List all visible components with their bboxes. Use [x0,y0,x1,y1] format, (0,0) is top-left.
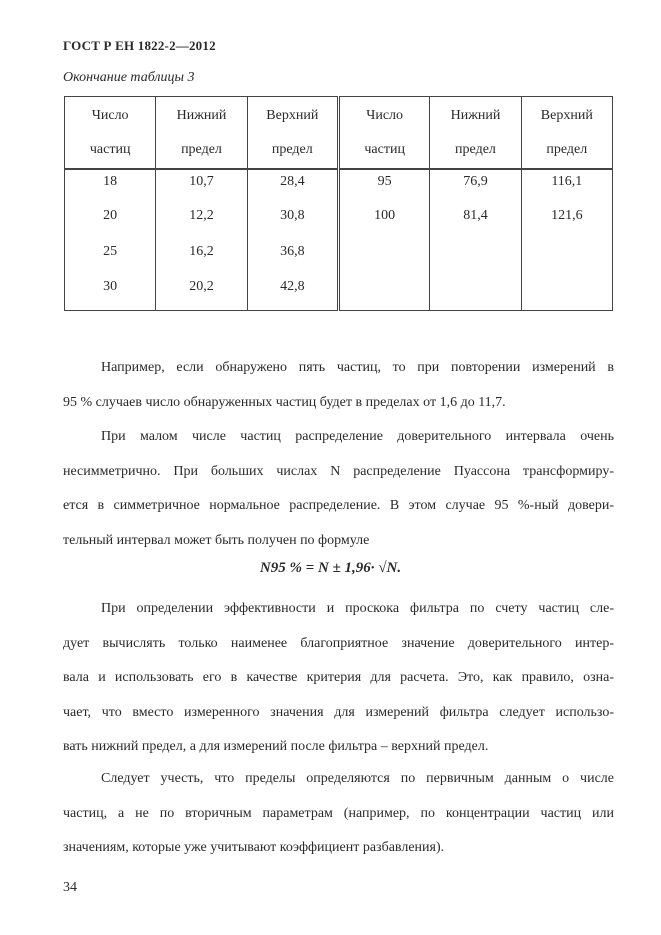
table-cell: 18 [65,169,156,205]
table-cell [430,240,521,276]
table-cell: 76,9 [430,169,521,205]
paragraph-filter-efficiency [63,592,614,765]
header-cell: предел [430,133,521,169]
table-caption: Окончание таблицы 3 [63,70,195,85]
text-line: несимметрично. При больших числах N распределение Пуассона трансформиру- [63,463,614,479]
header-cell: Верхний [540,107,593,123]
table-3 [64,96,613,311]
text-line: дует вычислять только наименее благоприятное значение доверительного интер- [63,635,614,651]
table-cell [521,275,612,311]
table-cell [521,240,612,276]
table-row [65,169,613,205]
table-cell: 30,8 [247,204,338,240]
header-cell: Число [65,97,156,133]
text-line: вать нижний предел, а для измерений после фильтра – верхний предел. [63,739,489,754]
text-line: При определении эффективности и проскока фильтра по счету частиц сле- [101,601,614,616]
text-line: значениям, которые уже учитывают коэффициент разбавления). [63,840,445,855]
header-cell: частиц [338,133,429,169]
text-line: вала и использовать его в качестве критерия для расчета. Это, как правило, озна- [63,670,614,685]
page-number: 34 [63,880,77,895]
text-line: Например, если обнаружено пять частиц, то при повторении измерений в [101,360,614,375]
table-row [65,204,613,240]
paragraph-distribution [63,420,614,558]
table-header-row [65,97,613,133]
table-cell: 36,8 [247,240,338,276]
table-cell: 28,4 [247,169,338,205]
table-cell: 95 [338,169,429,205]
table-cell [430,275,521,311]
header-cell: предел [247,133,338,169]
table-header-row [65,133,613,169]
formula-text: N95 % = N ± 1,96· √N. [259,560,402,576]
paragraph-limits [63,762,614,866]
text-line: частиц, а не по вторичным параметрам (например, по концентрации частиц или [63,805,614,821]
header-cell: предел [521,133,612,169]
table-cell: 20,2 [156,275,247,311]
table-cell [338,275,429,311]
table-cell: 12,2 [156,204,247,240]
table-cell: 100 [338,204,429,240]
table-cell: 16,2 [156,240,247,276]
table-cell: 10,7 [156,169,247,205]
header-cell: Верхний [247,97,338,133]
table-cell: 81,4 [430,204,521,240]
header-cell: частиц [65,133,156,169]
paragraph-example [63,351,614,420]
formula [0,560,661,577]
text-line: Следует учесть, что пределы определяются по первичным данным о числе [101,771,614,786]
table-cell: 42,8 [247,275,338,311]
text-line: При малом числе частиц распределение доверительного интервала очень [101,429,614,444]
table-cell: 20 [65,204,156,240]
text-line: тельный интервал может быть получен по формуле [63,532,370,548]
text-line: 95 % случаев число обнаруженных частиц будет в пределах от 1,6 до 11,7. [63,394,506,410]
header-cell: Нижний [156,97,247,133]
text-line: ется в симметричное нормальное распределение. В этом случае 95 %-ный довери- [63,498,614,513]
table-cell: 30 [65,275,156,311]
table-cell [338,240,429,276]
document-header: ГОСТ Р ЕН 1822-2—2012 [63,38,216,53]
header-cell: Нижний [430,97,521,133]
table-row [65,275,613,311]
table-cell: 25 [65,240,156,276]
table-cell: 121,6 [551,208,583,223]
table-row [65,240,613,276]
header-cell: предел [156,133,247,169]
text-line: чает, что вместо измеренного значения для измерений фильтра следует использо- [63,704,614,720]
header-cell: Число [338,97,429,133]
table-cell: 116,1 [551,173,583,189]
